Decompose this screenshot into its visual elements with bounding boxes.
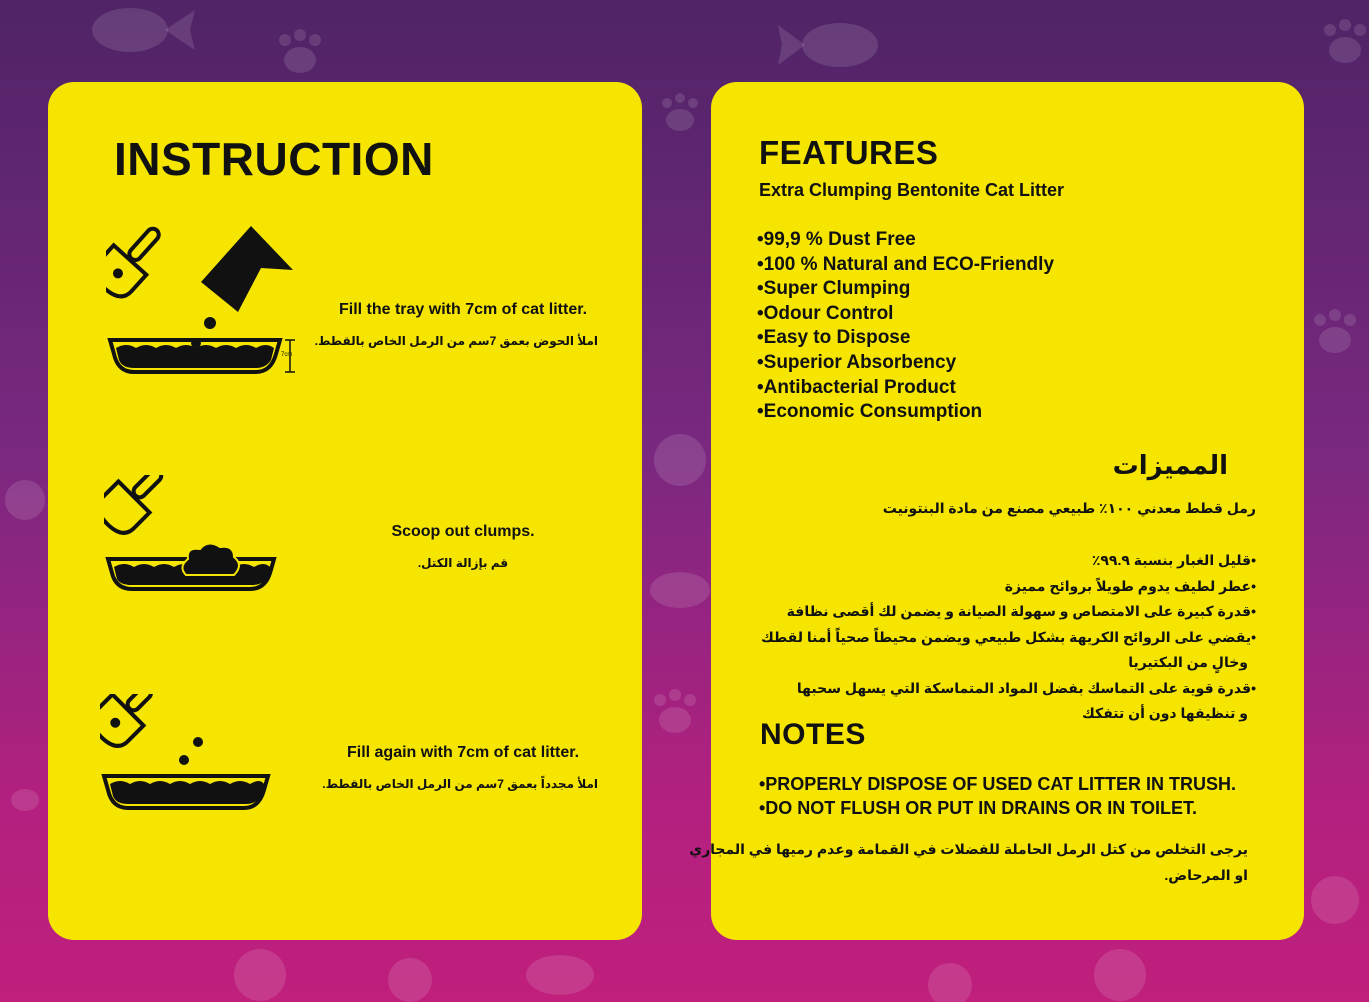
features-subtitle: Extra Clumping Bentonite Cat Litter — [759, 180, 1065, 200]
list-item: يرجى التخلص من كتل الرمل الحاملة للفضلات في القمامة وعدم رميها في المجاري — [689, 841, 1248, 857]
list-item: •100 % Natural and ECO-Friendly — [757, 253, 1055, 275]
step-1-text-ar: املأ الحوض بعمق 7سم من الرمل الخاص بالقطط. — [314, 334, 598, 348]
list-item: •Antibacterial Product — [757, 376, 956, 398]
list-item: او المرحاض. — [1164, 867, 1248, 883]
features-list-ar — [761, 548, 1256, 727]
step-3-text-en: Fill again with 7cm of cat litter. — [346, 744, 580, 761]
instruction-card — [48, 82, 642, 940]
list-item: •يقضي على الروائح الكريهة بشكل طبيعي ويضمن محيطاً صحياً أمنا لقطك — [760, 628, 1256, 645]
paw-icon — [11, 789, 39, 811]
list-item: •قليل الغبار بنسبة ٩٩.٩٪ — [1091, 552, 1256, 568]
scoop-clumps-icon — [104, 475, 284, 597]
list-item: •Economic Consumption — [757, 401, 983, 423]
bell-icon — [928, 963, 972, 1002]
fish-icon — [526, 955, 594, 995]
instruction-title: INSTRUCTION — [114, 133, 434, 185]
list-item: •PROPERLY DISPOSE OF USED CAT LITTER IN TRUSH. — [759, 774, 1237, 794]
step-2-text-en: Scoop out clumps. — [391, 523, 535, 540]
step-1-text-en: Fill the tray with 7cm of cat litter. — [338, 301, 588, 318]
list-item: •Odour Control — [757, 302, 894, 324]
list-item: •Superior Absorbency — [757, 351, 957, 373]
yarn-ball-icon — [1311, 876, 1359, 924]
step-2-text-ar: قم بإزالة الكتل. — [417, 556, 509, 570]
refill-tray-icon — [100, 694, 280, 816]
notes-title: NOTES — [760, 718, 866, 751]
list-item: •99,9 % Dust Free — [757, 229, 916, 250]
yarn-ball-icon — [1094, 949, 1146, 1001]
fish-icon — [778, 23, 878, 67]
bell-icon — [388, 958, 432, 1002]
list-item: •قدرة كبيرة على الامتصاص و سهولة الصيانة و يضمن لك أقصى نظافة — [786, 603, 1256, 619]
features-list — [757, 228, 1054, 425]
paw-icon — [654, 689, 696, 733]
fish-icon — [92, 8, 195, 52]
paw-icon — [1314, 309, 1356, 353]
yarn-ball-icon — [234, 949, 286, 1001]
fill-tray-icon — [106, 220, 306, 380]
list-item: وخالٍ من البكتيريا — [1128, 654, 1248, 670]
features-card — [689, 82, 1304, 940]
list-item: •قدرة قوية على التماسك بفضل المواد المتماسكة التي يسهل سحبها — [796, 679, 1256, 696]
features-intro-ar: رمل قطط معدني ١٠٠٪ طبيعي مصنع من مادة البنتونيت — [882, 500, 1256, 516]
step-3-text-ar: املأ مجدداً بعمق 7سم من الرمل الخاص بالقطط. — [322, 777, 598, 791]
bell-icon — [654, 434, 706, 486]
list-item: •Easy to Dispose — [757, 327, 911, 349]
features-title-ar: المميزات — [1112, 450, 1228, 480]
fish-icon — [650, 572, 710, 608]
paw-icon — [662, 93, 698, 131]
paw-icon — [279, 29, 321, 73]
paw-icon — [1324, 19, 1366, 63]
notes-list-ar — [689, 836, 1248, 888]
list-item: •عطر لطيف يدوم طويلاً بروائح مميزة — [1004, 577, 1256, 594]
list-item: و تنظيفها دون أن تتفكك — [1082, 705, 1248, 721]
depth-label: 7cm — [281, 352, 293, 358]
notes-list — [759, 772, 1236, 820]
bell-icon — [5, 480, 45, 520]
list-item: •Super Clumping — [757, 278, 911, 300]
features-title: FEATURES — [759, 134, 939, 171]
list-item: •DO NOT FLUSH OR PUT IN DRAINS OR IN TOILET. — [759, 798, 1197, 818]
